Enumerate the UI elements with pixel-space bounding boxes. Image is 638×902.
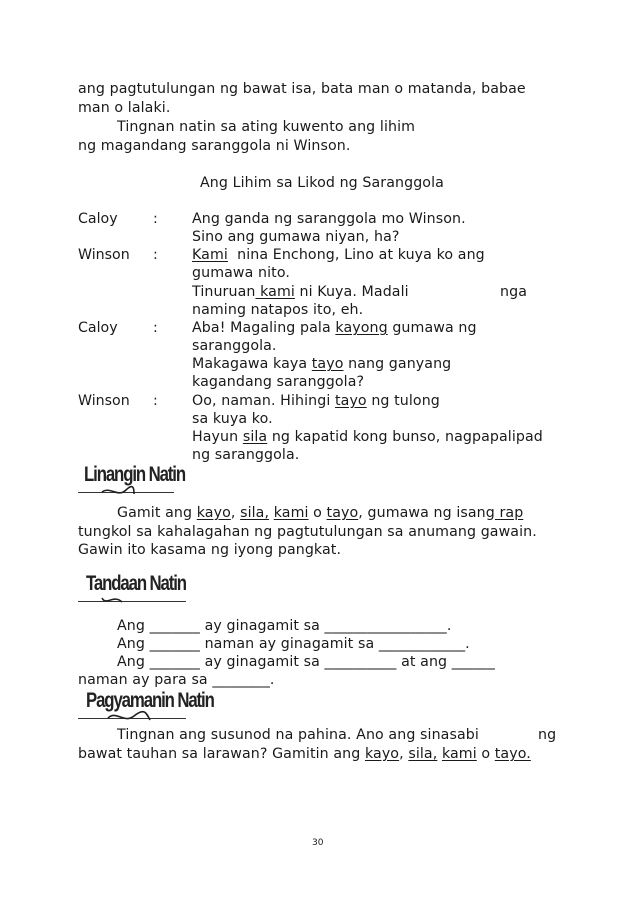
pronoun-kami: kami: [255, 284, 295, 300]
dialogue-text: ng tulong: [366, 393, 440, 409]
speaker-caloy: Caloy: [78, 320, 118, 336]
intro-line-3: Tingnan natin sa ating kuwento ang lihim: [117, 119, 416, 135]
dialogue-text: ni Kuya. Madali: [294, 284, 409, 300]
dialogue-line: gumawa nito.: [192, 265, 290, 281]
page-number: 30: [312, 838, 324, 848]
pagyamanin-line-1-end: ng: [538, 727, 557, 743]
story-title: Ang Lihim sa Likod ng Saranggola: [200, 175, 444, 191]
dialogue-text: gumawa ng: [387, 320, 477, 336]
speaker-caloy: Caloy: [78, 211, 118, 227]
dialogue-line: sa kuya ko.: [192, 411, 273, 427]
dialogue-text: nga: [500, 284, 527, 300]
dialogue-line: [192, 319, 477, 337]
speaker-winson: Winson: [78, 393, 130, 409]
dialogue-text: Hayun: [192, 429, 243, 445]
pagyamanin-heading-text: Pagyamanin Natin: [86, 689, 214, 712]
colon: :: [153, 393, 158, 409]
text: Gamit ang: [117, 505, 197, 521]
colon: :: [153, 211, 158, 227]
linangin-line-3: Gawin ito kasama ng iyong pangkat.: [78, 542, 342, 558]
pronoun-tayo: tayo.: [494, 746, 531, 762]
swirl-decoration-icon: [100, 484, 136, 498]
intro-line-2: man o lalaki.: [78, 100, 171, 116]
pronoun-kayo: kayo: [364, 746, 400, 762]
dialogue-text: Tinuruan: [192, 284, 256, 300]
pronoun-tayo: tayo: [311, 356, 344, 372]
dialogue-text: nina Enchong, Lino at kuya ko ang: [227, 247, 485, 263]
pronoun-kami: kami: [441, 746, 477, 762]
tandaan-heading-text: Tandaan Natin: [86, 572, 186, 595]
pronoun-tayo: tayo: [326, 505, 359, 521]
text: o: [476, 746, 495, 762]
pronoun-kayong: kayong: [335, 320, 388, 336]
dialogue-text: Oo, naman. Hihingi: [192, 393, 335, 409]
intro-line-1: ang pagtutulungan ng bawat isa, bata man o matanda, babae: [78, 81, 526, 97]
pronoun-sila: sila,: [240, 505, 270, 521]
tandaan-line-1: Ang _______ ay ginagamit sa _________________.: [117, 618, 452, 634]
text: o: [308, 505, 327, 521]
dialogue-line: Ang ganda ng saranggola mo Winson.: [192, 211, 466, 227]
text: , gumawa ng isang: [358, 505, 495, 521]
heading-underline: [78, 601, 186, 602]
dialogue-line: naming natapos ito, eh.: [192, 302, 364, 318]
pronoun-sila: sila,: [408, 746, 438, 762]
swirl-decoration-icon: [106, 708, 152, 724]
dialogue-line: [192, 392, 440, 410]
colon: :: [153, 320, 158, 336]
dialogue-line: saranggola.: [192, 338, 277, 354]
dialogue-line: [192, 428, 543, 446]
linangin-line-1: [117, 504, 523, 522]
tandaan-line-3: Ang _______ ay ginagamit sa __________ at ang ______: [117, 654, 495, 670]
swirl-decoration-icon: [100, 592, 124, 606]
dialogue-line: kagandang saranggola?: [192, 374, 365, 390]
text: ,: [230, 505, 241, 521]
dialogue-line: ng saranggola.: [192, 447, 300, 463]
pagyamanin-line-1: Tingnan ang susunod na pahina. Ano ang sinasabi: [117, 727, 479, 743]
linangin-heading: [84, 464, 210, 486]
dialogue-text: ng kapatid kong bunso, nagpapalipad: [267, 429, 543, 445]
intro-line-4: ng magandang saranggola ni Winson.: [78, 138, 351, 154]
dialogue-line: Sino ang gumawa niyan, ha?: [192, 229, 400, 245]
tandaan-line-4: naman ay para sa ________.: [78, 672, 275, 688]
text: ,: [399, 746, 409, 762]
linangin-line-2: tungkol sa kahalagahan ng pagtutulungan sa anumang gawain.: [78, 524, 537, 540]
dialogue-line: [192, 283, 409, 301]
pronoun-kayo: kayo: [196, 505, 231, 521]
colon: :: [153, 247, 158, 263]
pagyamanin-line-2: [78, 745, 531, 763]
pronoun-kami: kami: [273, 505, 309, 521]
dialogue-line: [192, 355, 451, 373]
linangin-heading-text: Linangin Natin: [84, 463, 185, 486]
pronoun-sila: sila: [242, 429, 268, 445]
tandaan-line-2: Ang _______ naman ay ginagamit sa ____________.: [117, 636, 470, 652]
text-rap: rap: [494, 505, 524, 521]
dialogue-text: nang ganyang: [343, 356, 452, 372]
dialogue-text: Aba! Magaling pala: [192, 320, 336, 336]
dialogue-line: [192, 246, 485, 264]
pronoun-kami: Kami: [192, 247, 228, 263]
dialogue-text: Makagawa kaya: [192, 356, 312, 372]
pronoun-tayo: tayo: [334, 393, 367, 409]
text: bawat tauhan sa larawan? Gamitin ang: [78, 746, 365, 762]
speaker-winson: Winson: [78, 247, 130, 263]
